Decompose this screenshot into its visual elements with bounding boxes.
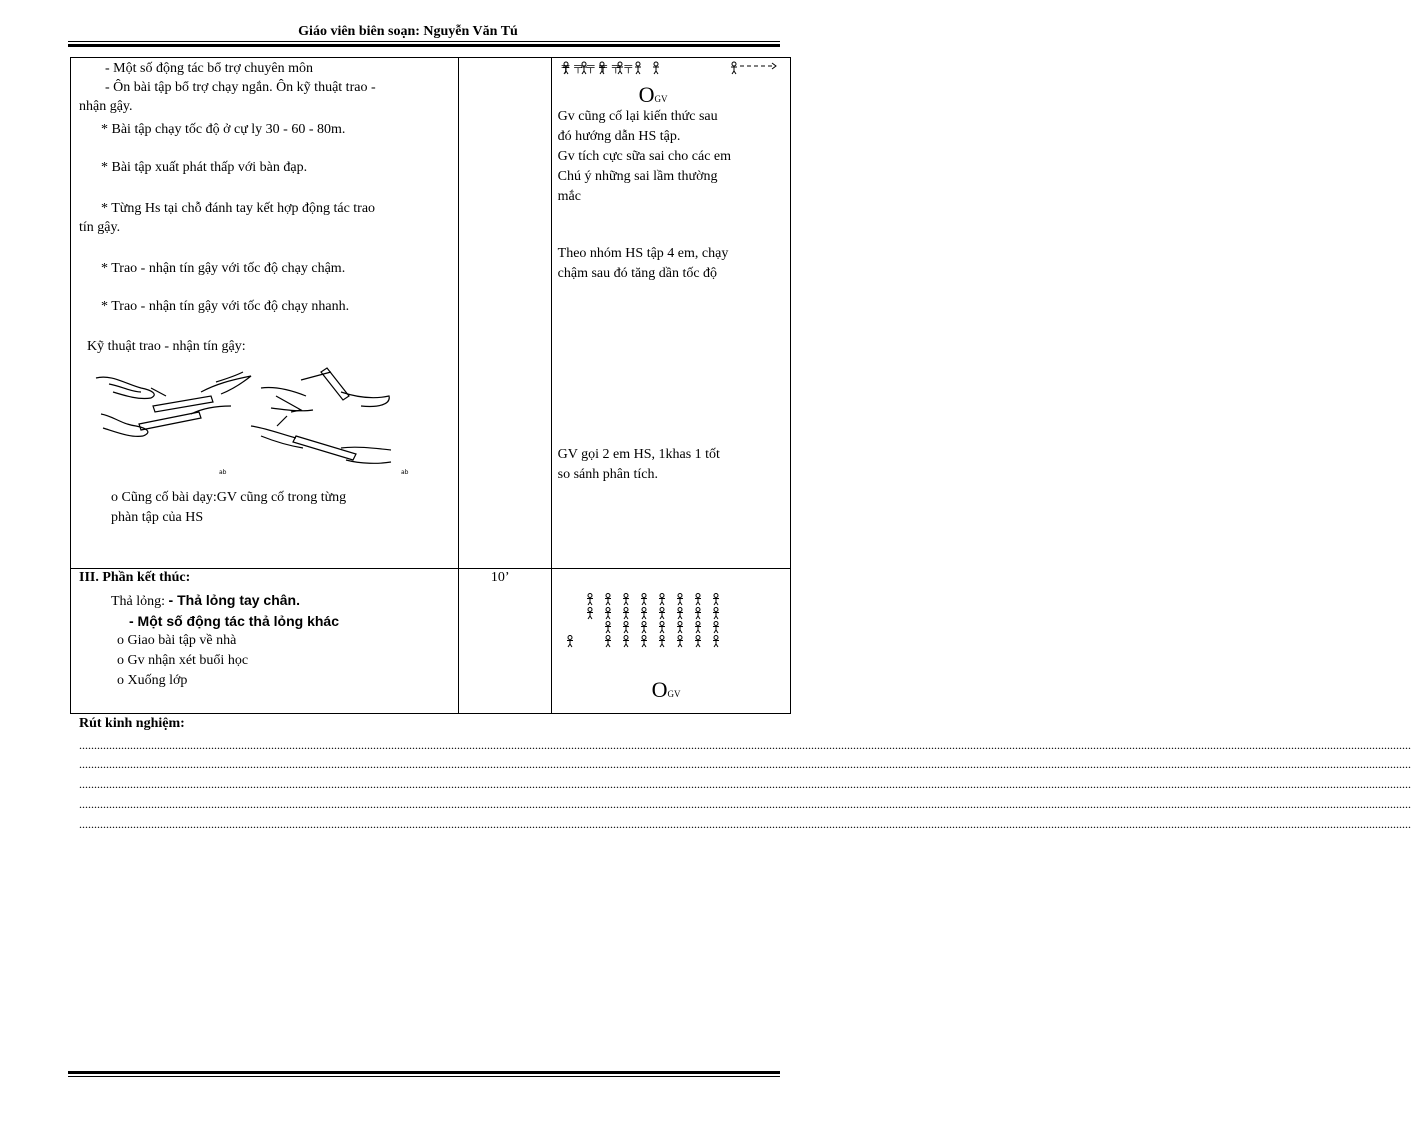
bullet: o	[111, 490, 118, 505]
content-cell	[71, 58, 459, 569]
ending-heading: III. Phần kết thúc:	[79, 570, 191, 585]
header-rule-thin	[68, 41, 780, 42]
content-line: tín gậy.	[79, 220, 121, 235]
content-line: * Bài tập xuất phát thấp với bàn đạp.	[101, 160, 308, 175]
table-row-ending	[71, 569, 791, 714]
ending-time: 10’	[490, 570, 510, 585]
running-formation-icon	[562, 61, 787, 75]
content-line: - Ôn bài tập bổ trợ chạy ngắn. Ôn kỹ thuật trao -	[105, 80, 376, 95]
footer-rule-thin	[68, 1076, 780, 1077]
bullet: o	[117, 673, 124, 688]
svg-text:ab: ab	[401, 469, 409, 476]
experience-heading: Rút kinh nghiệm:	[79, 716, 185, 731]
summary-line: phàn tập của HS	[111, 510, 204, 525]
lesson-plan-table	[70, 57, 791, 714]
dotted-line: ............................................................................................................................................................................................................................................................................................................................................................................................................................................................	[79, 757, 1411, 771]
footer-rule-thick	[68, 1071, 780, 1074]
relax-label: Thả lỏng:	[111, 594, 166, 609]
class-formation-icon	[566, 593, 746, 667]
dotted-line: ............................................................................................................................................................................................................................................................................................................................................................................................................................................................	[79, 738, 1411, 752]
note-line: đó hướng dẫn HS tập.	[557, 129, 681, 144]
content-line: Kỹ thuật trao - nhận tín gậy:	[87, 339, 246, 354]
ending-item-text: Giao bài tập về nhà	[127, 633, 237, 648]
teacher-marker: OGV	[651, 677, 681, 702]
dotted-line: ............................................................................................................................................................................................................................................................................................................................................................................................................................................................	[79, 777, 1411, 791]
header-rule-thick	[68, 44, 780, 47]
relax-item: - Thả lỏng tay chân.	[168, 592, 301, 608]
content-line: nhận gậy.	[79, 99, 133, 114]
ending-item	[117, 632, 236, 650]
ending-item	[117, 672, 187, 690]
bullet: o	[117, 653, 124, 668]
note-line: so sánh phân tích.	[557, 467, 658, 482]
relax-line	[111, 591, 300, 611]
content-line: * Trao - nhận tín gậy với tốc độ chạy nhanh.	[101, 299, 350, 314]
note-line: Theo nhóm HS tập 4 em, chạy	[557, 246, 729, 261]
note-line: GV gọi 2 em HS, 1khas 1 tốt	[557, 447, 720, 462]
table-row-main	[71, 58, 791, 569]
note-line: Gv tích cực sữa sai cho các em	[557, 149, 732, 164]
teacher-marker: OGV	[638, 82, 668, 107]
content-line: - Một số động tác bổ trợ chuyên môn	[105, 61, 314, 76]
content-line: * Trao - nhận tín gậy với tốc độ chạy chậm.	[101, 261, 346, 276]
method-cell	[551, 58, 790, 569]
dotted-line: ............................................................................................................................................................................................................................................................................................................................................................................................................................................................	[79, 797, 1411, 811]
baton-pass-illustration	[91, 366, 411, 476]
student-row-figures: ╤ ╤ ╤ ╤ ╤ ╤	[561, 61, 634, 73]
summary-line	[111, 489, 346, 507]
svg-text:ab: ab	[219, 469, 227, 476]
time-cell	[458, 58, 551, 569]
ending-content-cell	[71, 569, 459, 714]
content-line: * Bài tập chạy tốc độ ở cự ly 30 - 60 - 80m.	[101, 122, 346, 137]
note-line: chậm sau đó tăng dần tốc độ	[557, 266, 718, 281]
ending-formation-cell	[551, 569, 790, 714]
bullet: o	[117, 633, 124, 648]
content-line: * Từng Hs tại chỗ đánh tay kết hợp động tác trao	[101, 201, 376, 216]
note-line: mắc	[557, 189, 581, 204]
page-header-title: Giáo viên biên soạn: Nguyễn Văn Tú	[298, 24, 518, 39]
ending-time-cell	[458, 569, 551, 714]
note-line: Gv cũng cố lại kiến thức sau	[557, 109, 718, 124]
note-line: Chú ý những sai lầm thường	[557, 169, 718, 184]
ending-item	[117, 652, 248, 670]
dotted-line: ............................................................................................................................................................................................................................................................................................................................................................................................................................................................	[79, 817, 1411, 831]
ending-item-text: Gv nhận xét buổi học	[127, 653, 249, 668]
ending-item-text: Xuống lớp	[127, 673, 188, 688]
summary-text: Cũng cố bài dạy:GV cũng cố trong từng	[121, 490, 347, 505]
relax-item: - Một số động tác thả lỏng khác	[129, 613, 339, 629]
